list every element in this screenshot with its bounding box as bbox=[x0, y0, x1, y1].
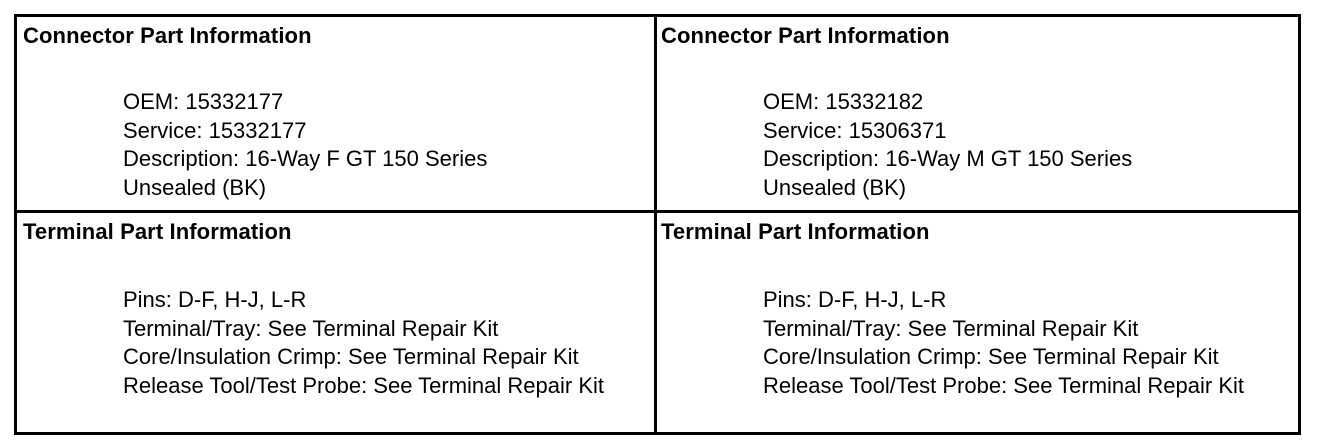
core-insulation-crimp-info: Core/Insulation Crimp: See Terminal Repair Kit bbox=[763, 344, 1219, 370]
terminal-part-info-details bbox=[23, 286, 648, 401]
connector-part-info-cell-left bbox=[17, 17, 657, 213]
connector-description-continued: Unsealed (BK) bbox=[123, 175, 267, 201]
connector-part-info-details bbox=[23, 88, 648, 203]
release-tool-test-probe-info: Release Tool/Test Probe: See Terminal Repair Kit bbox=[763, 373, 1244, 399]
pins-list: Pins: D-F, H-J, L-R bbox=[123, 287, 307, 312]
terminal-part-info-cell-right bbox=[657, 213, 1298, 432]
core-insulation-crimp-info: Core/Insulation Crimp: See Terminal Repair Kit bbox=[123, 344, 579, 370]
terminal-part-info-heading: Terminal Part Information bbox=[661, 219, 930, 244]
connector-part-info-details bbox=[661, 88, 1292, 203]
connector-description-continued: Unsealed (BK) bbox=[763, 175, 907, 201]
connector-part-info-heading: Connector Part Information bbox=[23, 23, 312, 48]
terminal-tray-info: Terminal/Tray: See Terminal Repair Kit bbox=[123, 315, 499, 341]
connector-description: Description: 16-Way M GT 150 Series bbox=[763, 146, 1133, 172]
release-tool-test-probe-info: Release Tool/Test Probe: See Terminal Repair Kit bbox=[123, 373, 604, 399]
connector-info-table bbox=[14, 14, 1301, 435]
terminal-part-info-cell-left bbox=[17, 213, 657, 432]
terminal-part-info-details bbox=[661, 286, 1292, 401]
terminal-tray-info: Terminal/Tray: See Terminal Repair Kit bbox=[763, 315, 1139, 341]
connector-description: Description: 16-Way F GT 150 Series bbox=[123, 146, 488, 172]
terminal-part-info-heading: Terminal Part Information bbox=[23, 219, 292, 244]
service-part-number: Service: 15332177 bbox=[123, 117, 307, 143]
connector-part-info-cell-right bbox=[657, 17, 1298, 213]
oem-part-number: OEM: 15332177 bbox=[123, 89, 284, 114]
oem-part-number: OEM: 15332182 bbox=[763, 89, 924, 114]
connector-part-info-heading: Connector Part Information bbox=[661, 23, 950, 48]
pins-list: Pins: D-F, H-J, L-R bbox=[763, 287, 947, 312]
service-part-number: Service: 15306371 bbox=[763, 117, 947, 143]
